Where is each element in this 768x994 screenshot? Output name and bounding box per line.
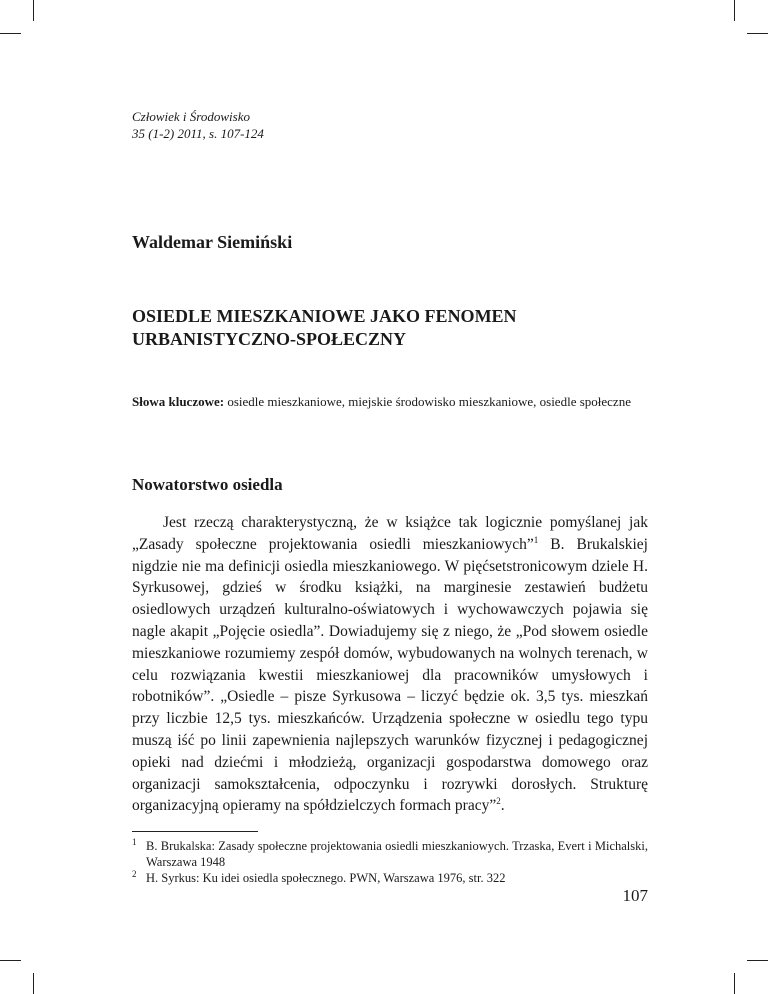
paragraph-text-1: Jest rzeczą charakterystyczną, że w książce tak logicznie pomyślanej jak „Zasady społeczne projektowania osiedli mieszkaniowych” — [132, 514, 648, 553]
article-title — [132, 305, 692, 351]
page-number: 107 — [622, 886, 648, 905]
crop-mark — [747, 33, 768, 34]
journal-citation: 35 (1-2) 2011, s. 107-124 — [132, 126, 264, 141]
crop-mark — [734, 973, 735, 994]
footnote-ref-1: 1 — [533, 534, 539, 545]
journal-header — [132, 108, 264, 142]
keywords-label: Słowa kluczowe: — [132, 394, 225, 409]
footnote-divider — [132, 831, 258, 832]
journal-name: Człowiek i Środowisko — [132, 109, 250, 124]
footnote-ref-2: 2 — [496, 796, 501, 807]
section-heading: Nowatorstwo osiedla — [132, 475, 283, 494]
footnote — [132, 870, 648, 886]
crop-mark — [747, 960, 768, 961]
crop-mark — [33, 0, 34, 21]
keywords — [132, 392, 648, 412]
footnote-number: 2 — [132, 869, 137, 879]
keywords-text: osiedle mieszkaniowe, miejskie środowisko mieszkaniowe, osiedle społeczne — [224, 394, 631, 409]
footnote — [132, 838, 648, 870]
footnote-text: B. Brukalska: Zasady społeczne projektowania osiedli mieszkaniowych. Trzaska, Evert i Michalski, Warszawa 1948 — [146, 839, 648, 869]
body-paragraph — [132, 512, 648, 817]
footnote-number: 1 — [132, 837, 137, 847]
title-line-2: URBANISTYCZNO-SPOŁECZNY — [132, 329, 407, 349]
author-name: Waldemar Siemiński — [132, 232, 293, 252]
crop-mark — [0, 33, 21, 34]
footnotes — [132, 838, 648, 886]
crop-mark — [0, 960, 21, 961]
crop-mark — [734, 0, 735, 21]
title-line-1: OSIEDLE MIESZKANIOWE JAKO FENOMEN — [132, 306, 517, 326]
paragraph-text-2: B. Brukalskiej nigdzie nie ma definicji osiedla mieszkaniowego. W pięćsetstronicowym dziele H. Syrkusowej, gdzieś w środku książki, na marginesie zestawień budżetu osiedlowych urządzeń kulturalno-oświatowych i wychowawczych pojawia się nagle akapit „Pojęcie osiedla”. Dowiadujemy się z niego, że „Pod słowem osiedle mieszkaniowe rozumiemy zespół domów, wybudowanych na wolnych terenach, w celu rozwiązania kwestii mieszkaniowej dla pracowników umysłowych i robotników”. „Osiedle – pisze Syrkusowa – liczyć będzie ok. 3,5 tys. mieszkań przy liczbie 12,5 tys. mieszkańców. Urządzenia społeczne w osiedlu tego typu muszą iść po linii zapewnienia najlepszych warunków fizycznej i pedagogicznej opieki nad dziećmi i młodzieżą, organizacji gospodarstwa domowego oraz organizacji samokształcenia, odpoczynku i rozrywki dorosłych. Strukturę organizacyjną opieramy na spółdzielczych formach pracy” — [132, 535, 648, 815]
footnote-text: H. Syrkus: Ku idei osiedla społecznego. PWN, Warszawa 1976, str. 322 — [146, 871, 506, 885]
paragraph-text-3: . — [500, 797, 505, 815]
crop-mark — [33, 973, 34, 994]
